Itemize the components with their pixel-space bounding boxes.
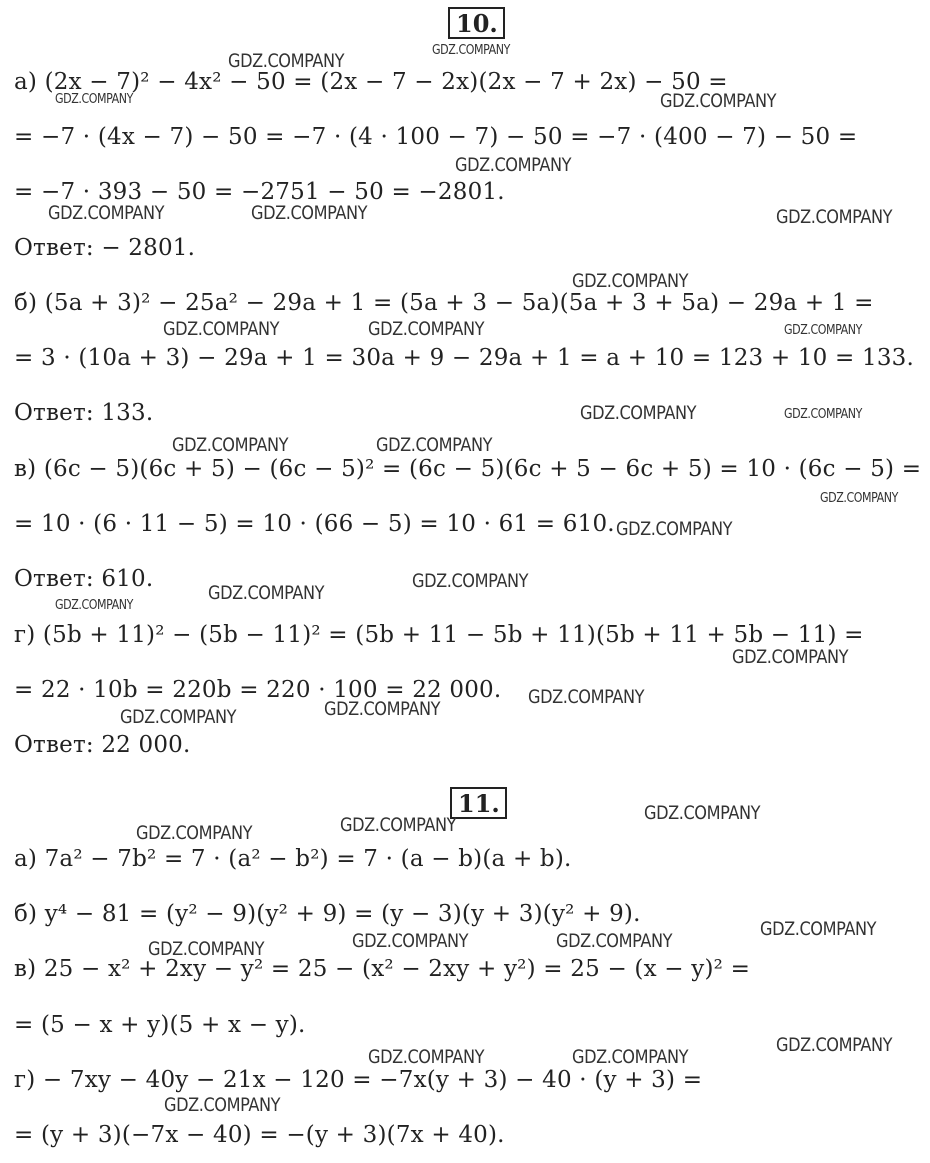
watermark: GDZ.COMPANY <box>228 50 345 72</box>
watermark: GDZ.COMPANY <box>432 43 510 58</box>
task-11g-line-1: г) − 7xy − 40y − 21x − 120 = −7x(y + 3) − 40 · (y + 3) = <box>14 1067 703 1093</box>
watermark: GDZ.COMPANY <box>48 202 165 224</box>
watermark: GDZ.COMPANY <box>164 1094 281 1116</box>
watermark: GDZ.COMPANY <box>55 598 133 613</box>
watermark: GDZ.COMPANY <box>368 318 485 340</box>
watermark: GDZ.COMPANY <box>784 407 862 422</box>
task-10g-line-1: г) (5b + 11)² − (5b − 11)² = (5b + 11 − 5b + 11)(5b + 11 + 5b − 11) = <box>14 622 864 648</box>
task-10v-answer: Ответ: 610. <box>14 566 154 592</box>
watermark: GDZ.COMPANY <box>776 1034 893 1056</box>
watermark: GDZ.COMPANY <box>136 822 253 844</box>
task-11a-line: а) 7a² − 7b² = 7 · (a² − b²) = 7 · (a − b)(a + b). <box>14 846 572 872</box>
watermark: GDZ.COMPANY <box>820 491 898 506</box>
task-10a-line-1: а) (2x − 7)² − 4x² − 50 = (2x − 7 − 2x)(2x − 7 + 2x) − 50 = <box>14 69 728 95</box>
watermark: GDZ.COMPANY <box>340 814 457 836</box>
watermark: GDZ.COMPANY <box>760 918 877 940</box>
watermark: GDZ.COMPANY <box>412 570 529 592</box>
watermark: GDZ.COMPANY <box>368 1046 485 1068</box>
task-10b-line-1: б) (5a + 3)² − 25a² − 29a + 1 = (5a + 3 − 5a)(5a + 3 + 5a) − 29a + 1 = <box>14 290 874 316</box>
task-10-number: 10. <box>448 7 505 39</box>
watermark: GDZ.COMPANY <box>660 90 777 112</box>
task-10a-line-3: = −7 · 393 − 50 = −2751 − 50 = −2801. <box>14 179 505 205</box>
watermark: GDZ.COMPANY <box>376 434 493 456</box>
task-10g-answer: Ответ: 22 000. <box>14 732 191 758</box>
task-10v-line-1: в) (6c − 5)(6c + 5) − (6c − 5)² = (6c − 5)(6c + 5 − 6c + 5) = 10 · (6c − 5) = <box>14 456 922 482</box>
watermark: GDZ.COMPANY <box>55 92 133 107</box>
watermark: GDZ.COMPANY <box>572 270 689 292</box>
watermark: GDZ.COMPANY <box>352 930 469 952</box>
task-10v-line-2: = 10 · (6 · 11 − 5) = 10 · (66 − 5) = 10 · 61 = 610. <box>14 511 615 537</box>
task-10b-line-2: = 3 · (10a + 3) − 29a + 1 = 30a + 9 − 29a + 1 = a + 10 = 123 + 10 = 133. <box>14 345 915 371</box>
watermark: GDZ.COMPANY <box>324 698 441 720</box>
watermark: GDZ.COMPANY <box>556 930 673 952</box>
watermark: GDZ.COMPANY <box>208 582 325 604</box>
watermark: GDZ.COMPANY <box>163 318 280 340</box>
watermark: GDZ.COMPANY <box>120 706 237 728</box>
watermark: GDZ.COMPANY <box>732 646 849 668</box>
watermark: GDZ.COMPANY <box>528 686 645 708</box>
task-10g-line-2: = 22 · 10b = 220b = 220 · 100 = 22 000. <box>14 677 502 703</box>
watermark: GDZ.COMPANY <box>644 802 761 824</box>
task-11g-line-2: = (y + 3)(−7x − 40) = −(y + 3)(7x + 40). <box>14 1122 505 1148</box>
watermark: GDZ.COMPANY <box>148 938 265 960</box>
task-10a-answer: Ответ: − 2801. <box>14 235 196 261</box>
watermark: GDZ.COMPANY <box>784 323 862 338</box>
task-11b-line: б) y⁴ − 81 = (y² − 9)(y² + 9) = (y − 3)(y + 3)(y² + 9). <box>14 901 641 927</box>
watermark: GDZ.COMPANY <box>572 1046 689 1068</box>
watermark: GDZ.COMPANY <box>776 206 893 228</box>
task-11-number: 11. <box>450 787 507 819</box>
watermark: GDZ.COMPANY <box>172 434 289 456</box>
task-10b-answer: Ответ: 133. <box>14 400 154 426</box>
watermark: GDZ.COMPANY <box>616 518 733 540</box>
task-11v-line-1: в) 25 − x² + 2xy − y² = 25 − (x² − 2xy + y²) = 25 − (x − y)² = <box>14 956 751 982</box>
watermark: GDZ.COMPANY <box>580 402 697 424</box>
watermark: GDZ.COMPANY <box>251 202 368 224</box>
task-10a-line-2: = −7 · (4x − 7) − 50 = −7 · (4 · 100 − 7) − 50 = −7 · (400 − 7) − 50 = <box>14 124 858 150</box>
task-11v-line-2: = (5 − x + y)(5 + x − y). <box>14 1012 306 1038</box>
watermark: GDZ.COMPANY <box>455 154 572 176</box>
